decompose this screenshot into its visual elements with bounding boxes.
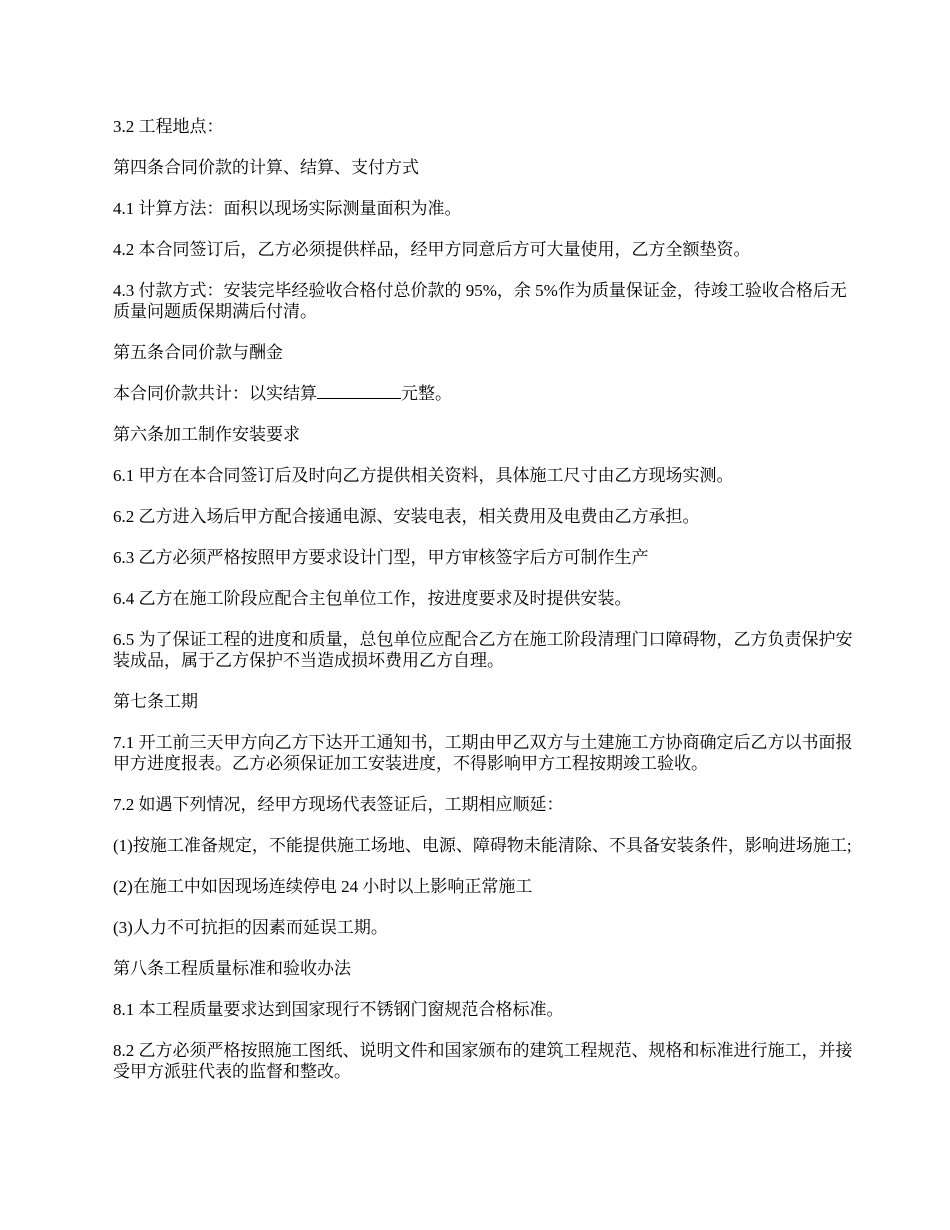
contract-price-label: 本合同价款共计：以实结算 xyxy=(113,384,317,403)
article-6-heading: 第六条加工制作安装要求 xyxy=(113,425,300,444)
article-4-heading: 第四条合同价款的计算、结算、支付方式 xyxy=(113,158,419,177)
article-5-heading: 第五条合同价款与酬金 xyxy=(113,343,283,362)
article-8-heading: 第八条工程质量标准和验收办法 xyxy=(113,959,351,978)
clause-4-1: 4.1 计算方法：面积以现场实际测量面积为准。 xyxy=(113,199,462,218)
document-body xyxy=(113,116,853,1102)
clause-4-3: 4.3 付款方式：安装完毕经验收合格付总价款的 95%，余 5%作为质量保证金，待竣工验收合格后无质量问题质保期满后付清。 xyxy=(113,281,847,321)
clause-7-2-item-3: (3)人力不可抗拒的因素而延误工期。 xyxy=(113,918,388,937)
clause-6-5: 6.5 为了保证工程的进度和质量，总包单位应配合乙方在施工阶段清理门口障碍物，乙方负责保护安装成品，属于乙方保护不当造成损坏费用乙方自理。 xyxy=(113,630,853,670)
clause-3-2-project-location: 3.2 工程地点： xyxy=(113,117,224,136)
clause-6-3: 6.3 乙方必须严格按照甲方要求设计门型，甲方审核签字后方可制作生产 xyxy=(113,548,649,567)
article-7-heading: 第七条工期 xyxy=(113,692,198,711)
clause-6-4: 6.4 乙方在施工阶段应配合主包单位工作，按进度要求及时提供安装。 xyxy=(113,589,632,608)
clause-6-2: 6.2 乙方进入场后甲方配合接通电源、安装电表，相关费用及电费由乙方承担。 xyxy=(113,507,700,526)
clause-7-2: 7.2 如遇下列情况，经甲方现场代表签证后，工期相应顺延： xyxy=(113,795,564,814)
clause-7-2-item-1: (1)按施工准备规定，不能提供施工场地、电源、障碍物未能清除、不具备安装条件，影响进场施工; xyxy=(113,836,852,855)
contract-price-blank xyxy=(317,383,401,399)
clause-7-1: 7.1 开工前三天甲方向乙方下达开工通知书，工期由甲乙双方与土建施工方协商确定后乙方以书面报甲方进度报表。乙方必须保证加工安装进度，不得影响甲方工程按期竣工验收。 xyxy=(113,733,853,773)
clause-6-1: 6.1 甲方在本合同签订后及时向乙方提供相关资料，具体施工尺寸由乙方现场实测。 xyxy=(113,466,734,485)
contract-price-line xyxy=(113,383,853,404)
clause-8-1: 8.1 本工程质量要求达到国家现行不锈钢门窗规范合格标准。 xyxy=(113,1000,564,1019)
contract-price-suffix: 元整。 xyxy=(401,384,452,403)
clause-4-2: 4.2 本合同签订后，乙方必须提供样品，经甲方同意后方可大量使用，乙方全额垫资。 xyxy=(113,240,751,259)
clause-7-2-item-2: (2)在施工中如因现场连续停电 24 小时以上影响正常施工 xyxy=(113,877,533,896)
clause-8-2: 8.2 乙方必须严格按照施工图纸、说明文件和国家颁布的建筑工程规范、规格和标准进行施工，并接受甲方派驻代表的监督和整改。 xyxy=(113,1041,853,1081)
